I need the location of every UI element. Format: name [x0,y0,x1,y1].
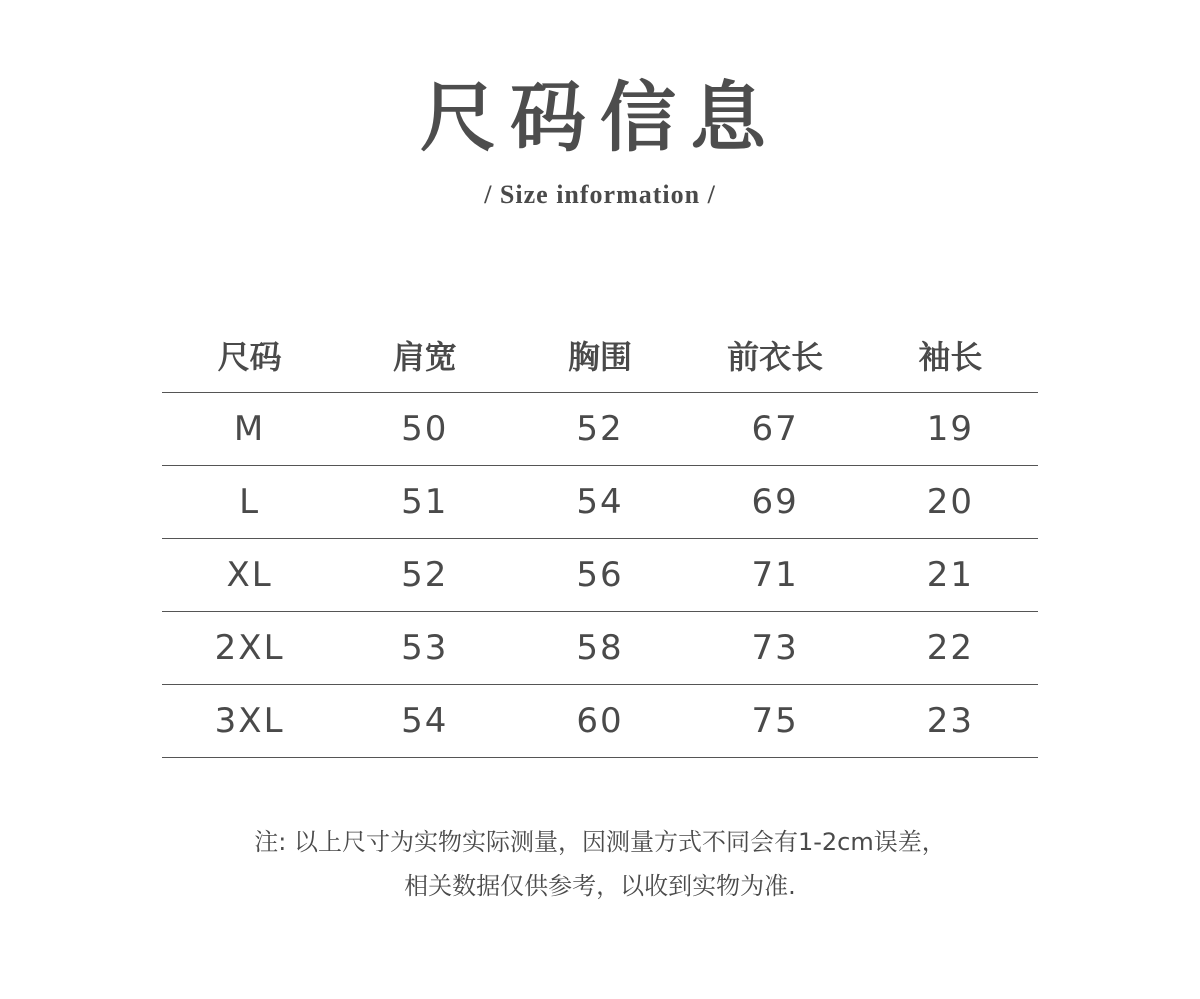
table-header-row [162,318,1038,393]
table-cell: 69 [688,466,863,539]
table-cell: 20 [863,466,1038,539]
table-cell: 2XL [162,612,337,685]
table-cell: 19 [863,393,1038,466]
column-header-front-length: 前衣长 [688,318,863,393]
measurement-note-line-1: 注: 以上尺寸为实物实际测量，因测量方式不同会有1-2cm误差， [254,828,946,856]
table-cell: 56 [512,539,687,612]
page-subtitle: / Size information / [484,180,716,209]
table-cell: 54 [512,466,687,539]
table-cell: 52 [337,539,512,612]
table-row [162,393,1038,466]
table-cell: 54 [337,685,512,758]
column-header-shoulder: 肩宽 [337,318,512,393]
table-row [162,685,1038,758]
table-cell: 67 [688,393,863,466]
table-cell: 58 [512,612,687,685]
page-title: 尺码信息 [420,73,780,162]
table-cell: 71 [688,539,863,612]
table-cell: 23 [863,685,1038,758]
table-cell: M [162,393,337,466]
table-cell: 75 [688,685,863,758]
column-header-sleeve-length: 袖长 [863,318,1038,393]
table-cell: 21 [863,539,1038,612]
table-cell: 60 [512,685,687,758]
table-row [162,466,1038,539]
table-cell: 73 [688,612,863,685]
table-row [162,539,1038,612]
table-cell: 51 [337,466,512,539]
table-row [162,612,1038,685]
size-table [162,318,1038,758]
table-cell: 53 [337,612,512,685]
table-cell: 22 [863,612,1038,685]
column-header-size: 尺码 [162,318,337,393]
table-cell: L [162,466,337,539]
table-cell: XL [162,539,337,612]
measurement-note-line-2: 相关数据仅供参考，以收到实物为准. [404,872,796,900]
table-cell: 50 [337,393,512,466]
column-header-chest: 胸围 [512,318,687,393]
table-cell: 52 [512,393,687,466]
table-cell: 3XL [162,685,337,758]
